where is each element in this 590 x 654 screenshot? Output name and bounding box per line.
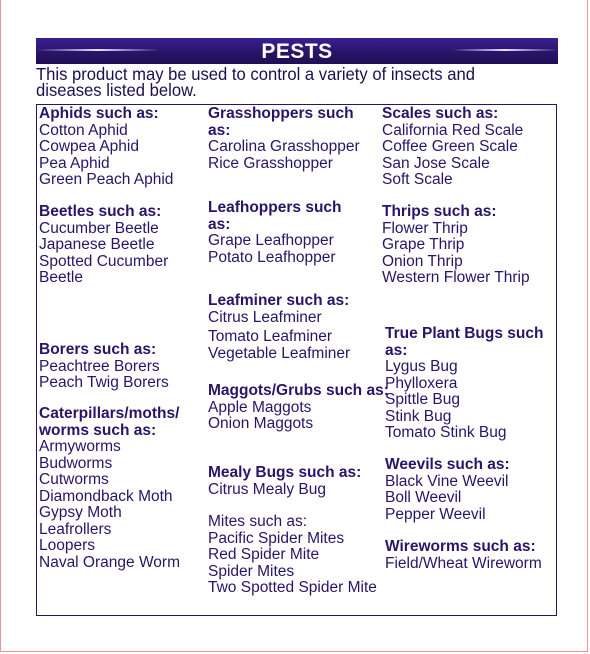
pest-item: Flower Thrip [382,219,468,237]
pest-item: Red Spider Mite [208,546,320,563]
pest-item: Pepper Weevil [385,505,486,523]
pest-group-grasshoppers [208,106,368,172]
pest-item: Peachtree Borers [39,357,160,375]
pest-item: Gypsy Moth [39,504,122,521]
pest-group-borers [39,342,224,392]
pest-item: Armyworms [39,438,121,455]
pest-item: Peach Twig Borers [39,374,169,391]
pest-item: Soft Scale [382,171,453,188]
pest-item: Grape Leafhopper [208,232,334,249]
pest-item: San Jose Scale [382,154,490,172]
pest-item: Green Peach Aphid [39,171,174,188]
pest-group-leafminer [208,293,393,362]
pest-item: Spider Mites [208,562,295,580]
pest-item: Boll Weevil [385,489,462,506]
group-title: Leafminer such as: [208,292,350,309]
pest-group-thrips [382,204,567,287]
group-title: Grasshoppers such as: [208,105,354,139]
pest-item: Cutworms [39,471,109,488]
pest-item: Carolina Grasshopper [208,138,360,155]
pest-item: Two Spotted Spider Mite [208,579,377,596]
pest-item: Naval Orange Worm [39,553,180,571]
pest-item: Pacific Spider Mites [208,529,345,547]
group-title: Scales such as: [382,105,499,122]
pest-item: Vegetable Leafminer [208,344,351,362]
header-decor-line-left [36,49,160,51]
pest-item: Stink Bug [385,407,452,425]
pest-item: Tomato Leafminer [208,328,333,345]
pest-item: Spotted Cucumber [39,252,169,270]
pest-item: Leafrollers [39,520,112,538]
group-title: Wireworms such as: [385,538,536,555]
pest-item: Citrus Leafminer [208,308,322,326]
pest-item: Field/Wheat Wireworm [385,554,542,572]
pest-item: Grape Thrip [382,236,465,253]
pest-item: Japanese Beetle [39,236,155,253]
pest-group-scales [382,106,567,189]
pest-group-leafhoppers [208,200,358,266]
pest-group-aphids [39,106,224,189]
group-title: Caterpillars/moths/ worms such as: [39,405,180,439]
pest-item: Mites such as: [208,513,308,530]
pest-group-weevils [385,457,570,523]
pest-item: California Red Scale [382,121,524,139]
pest-item: Western Flower Thrip [382,269,530,286]
pest-item: Cotton Aphid [39,121,128,139]
pests-header-bar [36,38,558,64]
pest-item: Potato Leafhopper [208,248,336,266]
pest-item: Diamondback Moth [39,487,173,505]
pest-item: Phylloxera [385,374,458,392]
group-title: Mealy Bugs such as: [208,464,362,481]
pest-group-mites [208,514,393,597]
header-decor-line-right [452,49,558,51]
pest-item: Beetle [39,269,83,286]
group-title: Leafhoppers such as: [208,199,342,233]
group-title: True Plant Bugs such as: [385,325,544,359]
pest-group-true-plant-bugs [385,326,550,442]
pest-item: Cucumber Beetle [39,219,159,237]
pest-item: Loopers [39,537,96,554]
pest-item: Citrus Mealy Bug [208,480,327,498]
group-title: Beetles such as: [39,203,162,220]
page-title: PESTS [261,40,333,63]
pest-item: Onion Thrip [382,252,463,270]
pest-group-wireworms [385,539,570,572]
pest-group-caterpillars [39,406,189,571]
pest-group-mealy-bugs [208,465,393,498]
group-title: Borers such as: [39,341,157,358]
group-title: Thrips such as: [382,203,497,220]
pest-item: Budworms [39,454,113,472]
group-title: Aphids such as: [39,105,159,122]
group-title: Weevils such as: [385,456,510,473]
pest-item: Cowpea Aphid [39,138,139,155]
intro-text: This product may be used to control a variety of insects and diseases listed below. [36,64,475,100]
group-title: Maggots/Grubs such as: [208,382,389,399]
pest-list-box [36,104,557,616]
pest-item: Apple Maggots [208,398,312,416]
pest-item: Coffee Green Scale [382,138,518,155]
pest-item: Pea Aphid [39,154,110,172]
pest-item: Black Vine Weevil [385,472,509,490]
pest-item: Spittle Bug [385,391,460,408]
pest-group-beetles [39,204,224,287]
pest-item: Lygus Bug [385,358,458,375]
pest-item: Rice Grasshopper [208,154,333,172]
pest-item: Tomato Stink Bug [385,424,507,441]
pest-group-maggots [208,383,393,433]
pest-item: Onion Maggots [208,415,314,432]
